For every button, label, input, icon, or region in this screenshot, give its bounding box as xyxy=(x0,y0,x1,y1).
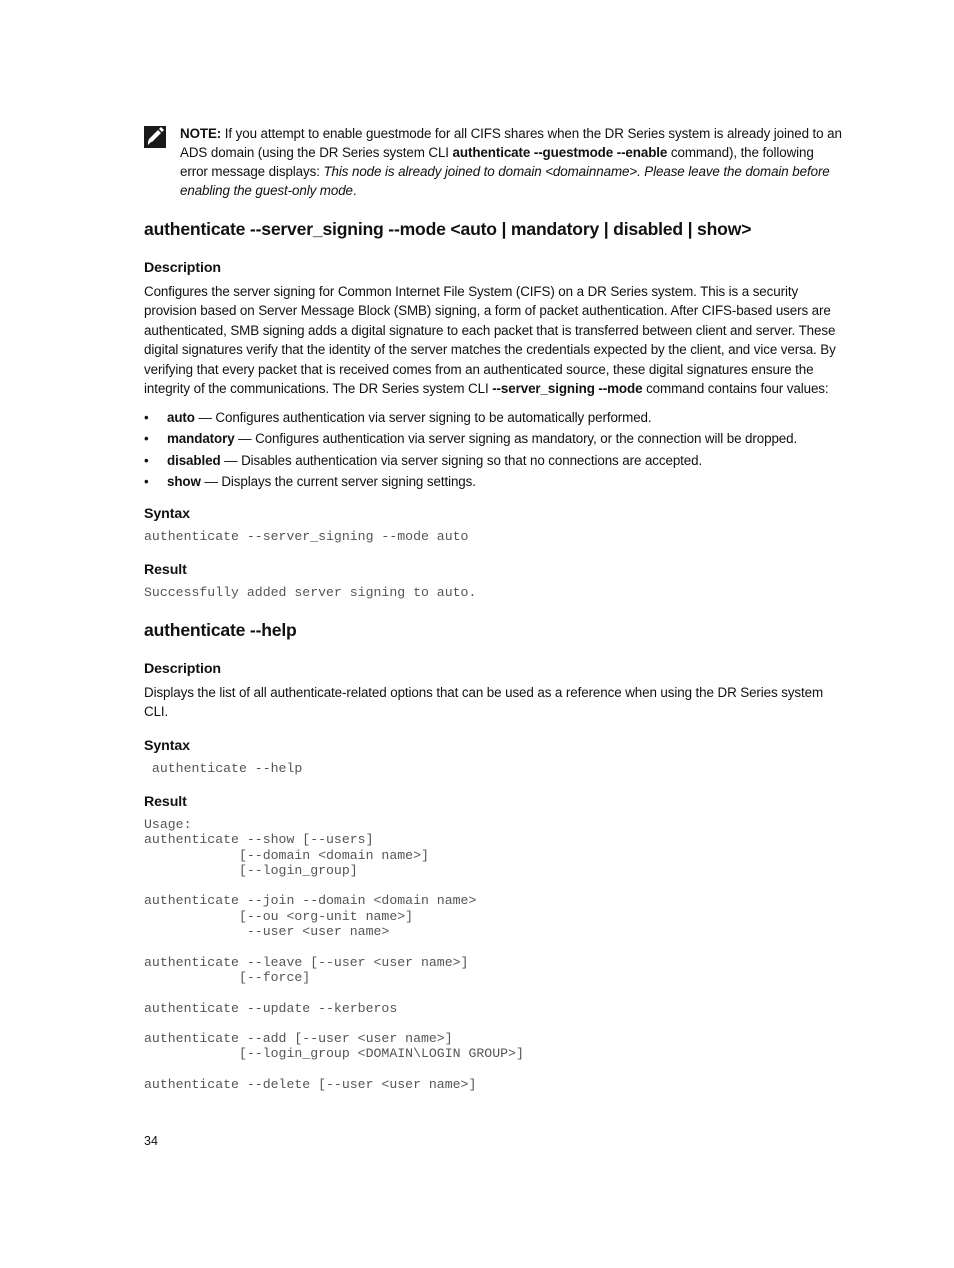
syntax-code: authenticate --help xyxy=(144,761,303,776)
list-item-text: — Displays the current server signing settings. xyxy=(200,473,476,489)
syntax-heading: Syntax xyxy=(144,506,190,522)
pencil-note-icon xyxy=(144,126,166,148)
description-text: Configures the server signing for Common Internet File System (CIFS) on a DR Series system. This is a security provision based on Server Message Block (SMB) signing, a form of packet authentication. After CIFS-based users are authenticated, SMB signing adds a digital signature to each packet that is transferred between client and server. These digital signatures verify that the identity of the server matches the credentials expected by the client, and vice versa. By verifying that every packet that is received comes from an authenticated source, these digital signatures ensure the integrity of the communications. The DR Series system CLI xyxy=(144,284,836,397)
list-item-text: — Disables authentication via server signing so that no connections are accepted. xyxy=(220,452,703,468)
list-item-term: show xyxy=(167,473,201,489)
note-command: authenticate --guestmode --enable xyxy=(452,145,668,160)
note-error-message: This node is already joined to domain <domainname>. Please leave the domain before enabling the guest-only mode xyxy=(180,164,830,198)
description-paragraph: Displays the list of all authenticate-related options that can be used as a reference when using the DR Series system CLI. xyxy=(144,685,824,720)
note-block xyxy=(144,124,844,200)
description-heading: Description xyxy=(144,260,221,276)
description-text: command contains four values: xyxy=(642,381,829,397)
list-item-term: mandatory xyxy=(167,431,235,447)
list-item-text: — Configures authentication via server signing as mandatory, or the connection will be dropped. xyxy=(234,431,798,447)
description-heading: Description xyxy=(144,661,221,677)
note-label: NOTE: xyxy=(180,126,222,141)
result-code: Successfully added server signing to auto. xyxy=(144,585,477,600)
note-text-part: If you attempt to enable guestmode for all CIFS shares when the DR Series system is already joined to an ADS domain (using the DR Series system CLI xyxy=(180,126,842,160)
list-item-term: auto xyxy=(167,410,195,425)
description-command: --server_signing --mode xyxy=(492,381,643,397)
description-paragraph xyxy=(144,282,844,398)
list-item xyxy=(144,450,844,471)
section-title-server-signing: authenticate --server_signing --mode <auto | mandatory | disabled | show> xyxy=(144,219,752,239)
mode-values-list xyxy=(144,407,844,492)
list-item xyxy=(144,471,844,492)
result-heading: Result xyxy=(144,562,187,578)
list-item-term: disabled xyxy=(167,452,221,468)
page-number: 34 xyxy=(144,1134,158,1148)
list-item xyxy=(144,428,844,449)
syntax-code: authenticate --server_signing --mode auto xyxy=(144,529,469,544)
result-heading: Result xyxy=(144,794,187,810)
note-text xyxy=(180,124,844,200)
syntax-heading: Syntax xyxy=(144,738,190,754)
usage-output-code: Usage: authenticate --show [--users] [--domain <domain name>] [--login_group] authenticate --join --domain <domain name> [--ou <org-unit name>] --user <user name> authenticate --leave [--user <user name>] [--force] authenticate --update --kerberos authenticate --add [--user <user name>] [--login_group <DOMAIN\LOGIN GROUP>] authenticate --delete [--user <user name>] xyxy=(144,817,524,1093)
list-item xyxy=(144,407,844,428)
list-item-text: — Configures authentication via server signing to be automatically performed. xyxy=(194,410,652,425)
note-text-part: command), the following error message displays: xyxy=(180,145,814,179)
section-title-help: authenticate --help xyxy=(144,620,297,640)
note-text-part: . xyxy=(352,183,357,198)
